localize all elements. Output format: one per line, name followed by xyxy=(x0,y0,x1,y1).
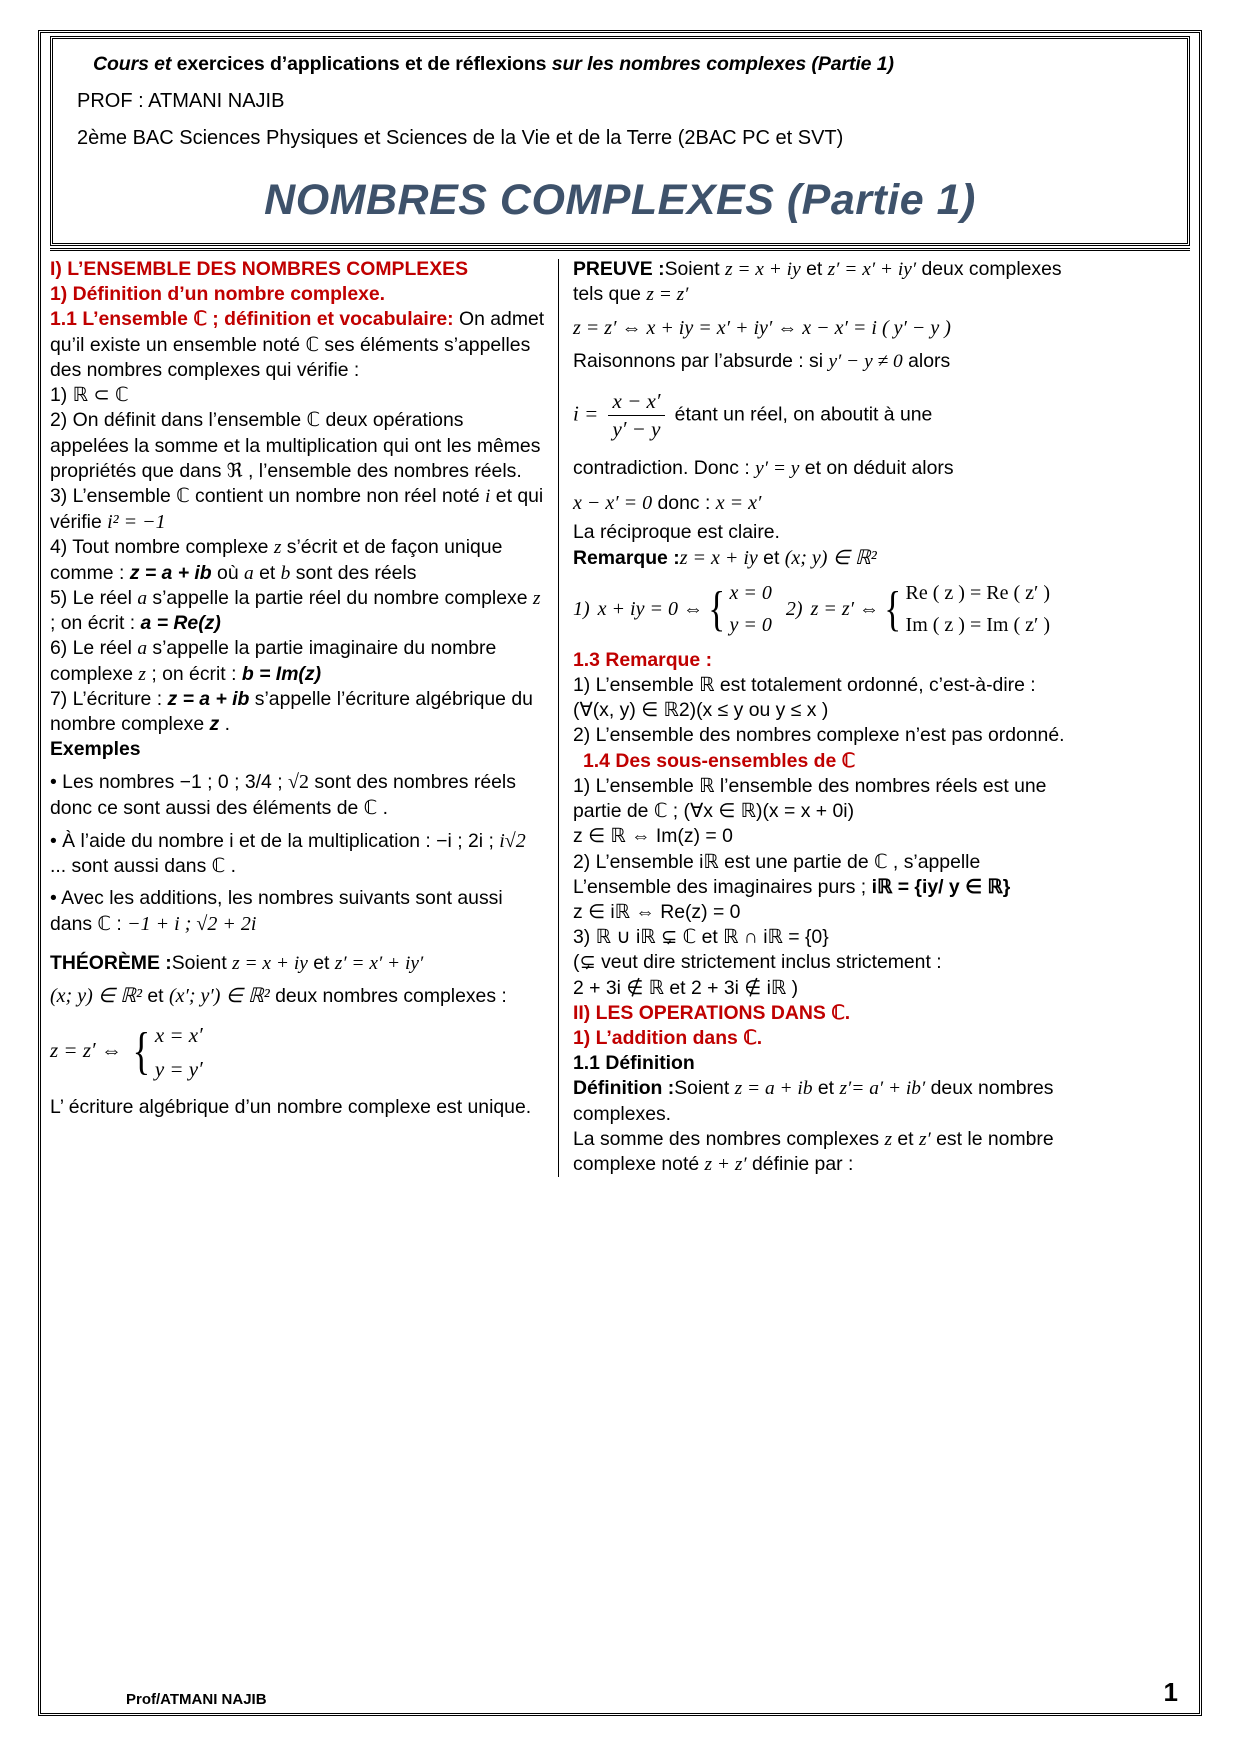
remarque-13-item-2: 2) L’ensemble des nombres complexe n’est pas ordonné. xyxy=(573,724,1065,747)
formula-remarque-xy-r2: (x; y) ∈ ℝ² xyxy=(784,546,877,569)
sous-ensembles-item-1b: z ∈ ℝ ⇔ Im(z) = 0 xyxy=(573,825,733,848)
formula-def-z: z = a + ib xyxy=(734,1078,813,1100)
list-item-2 xyxy=(50,408,546,484)
heading-1-1: 1.1 L’ensemble ℂ ; définition et vocabulaire: xyxy=(50,308,454,331)
list-item-4-c: où xyxy=(211,561,244,584)
formula-def-zprime2: z′ xyxy=(918,1128,931,1150)
formula-a-eq-re-z: a = Re(z) xyxy=(140,612,221,635)
sous-ensembles-item-2-a: 2) L’ensemble iℝ est une partie de ℂ , s’appelle L’ensemble des imaginaires purs ; xyxy=(573,850,981,898)
brace-rows-2 xyxy=(906,577,1050,642)
brace-row-im: Im ( z ) = Im ( z′ ) xyxy=(905,614,1051,637)
heading-section-I: I) L’ENSEMBLE DES NOMBRES COMPLEXES xyxy=(50,258,469,280)
list-item-5-a: 5) Le réel xyxy=(50,586,138,609)
list-item-1: 1) ℝ ⊂ ℂ xyxy=(50,384,129,407)
left-column xyxy=(50,257,558,1177)
list-item-7-c: . xyxy=(219,712,230,735)
remarque-1-lhs: x + iy = 0 ⇔ xyxy=(597,598,703,621)
example-2 xyxy=(50,828,546,879)
heading-remarque: Remarque : xyxy=(573,546,680,569)
list-item-4-e: sont des réels xyxy=(290,561,417,584)
definition-label: Définition : xyxy=(573,1077,675,1100)
equation-z-eq-zprime-system xyxy=(50,1018,546,1086)
header-subtitle-part1: Cours et xyxy=(93,53,172,75)
list-item-5-c: ; on écrit : xyxy=(50,612,141,635)
formula-sums-in-c: −1 + i ; √2 + 2i xyxy=(127,913,257,936)
theoreme-line2 xyxy=(50,983,546,1009)
formula-b-eq-im-z: b = Im(z) xyxy=(241,662,322,685)
formula-yprime-minus-y-neq-0: y′ − y ≠ 0 xyxy=(828,351,903,373)
sous-ensembles-note-2: 2 + 3i ∉ ℝ et 2 + 3i ∉ iℝ ) xyxy=(573,976,799,999)
list-item-4-a: 4) Tout nombre complexe xyxy=(50,536,274,559)
header-box xyxy=(50,36,1190,246)
preuve-intro xyxy=(573,257,1069,307)
equation-lhs: z = z′ ⇔ xyxy=(50,1037,122,1062)
preuve-c: deux complexes tels que xyxy=(573,258,1062,306)
list-item-7-b: s’appelle l’écriture algébrique du nombre complexe xyxy=(50,687,533,735)
preuve-reciproque: La réciproque est claire. xyxy=(573,520,780,543)
brace-row-2: y = y′ xyxy=(154,1057,203,1082)
theoreme-a: Soient xyxy=(171,951,233,974)
definition-e: et xyxy=(892,1127,919,1150)
variable-a: a xyxy=(244,562,254,584)
definition-f: est le nombre complexe noté xyxy=(573,1127,1054,1176)
header-subtitle-part3: sur les nombres complexes (Partie 1) xyxy=(551,53,894,75)
formula-zprime-theoreme: z′ = x′ + iy′ xyxy=(334,952,424,974)
remarque-label-2: 2) xyxy=(785,598,803,621)
variable-z-7: z xyxy=(209,712,220,735)
list-item-2-b: , l’ensemble des nombres réels. xyxy=(242,459,522,482)
brace-system-remarque-1 xyxy=(705,577,772,642)
formula-zprime-preuve: z′ = x′ + iy′ xyxy=(827,259,917,280)
brace-rows xyxy=(155,1018,203,1086)
brace-row-x-eq-0: x = 0 xyxy=(729,581,772,604)
equation-preuve-main-text: z = z′ ⇔ x + iy = x′ + iy′ ⇔ x − x′ = i ( y′ − y ) xyxy=(573,317,951,340)
heading-section-II: II) LES OPERATIONS DANS ℂ. xyxy=(573,1001,851,1024)
equation-i-fraction xyxy=(573,389,1069,442)
professor-line: PROF : ATMANI NAJIB xyxy=(77,90,285,112)
theoreme-block xyxy=(50,951,546,976)
variable-z: z xyxy=(273,537,282,559)
variable-a-6: a xyxy=(137,638,148,660)
formula-remarque-z: z = x + iy xyxy=(679,546,758,569)
list-item-6-b: s’appelle la partie imaginaire du nombre complexe xyxy=(50,637,497,685)
definition-g: définie par : xyxy=(746,1153,854,1176)
preuve-contradiction xyxy=(573,456,1069,481)
example-1-b: sont des nombres réels donc ce sont aussi des éléments de ℂ . xyxy=(50,771,516,819)
body-columns xyxy=(50,248,1190,1177)
list-item-7-a: 7) L’écriture : xyxy=(50,687,168,710)
fraction-numerator: x − x′ xyxy=(612,388,661,413)
brace-rows-1 xyxy=(730,577,772,642)
heading-1-3-remarque: 1.3 Remarque : xyxy=(573,648,713,671)
heading-II-1-1-definition: 1.1 Définition xyxy=(573,1052,695,1075)
preuve-absurde xyxy=(573,349,1069,374)
formula-def-z2: z xyxy=(884,1128,893,1150)
remarque-2-lhs: z = z′ ⇔ xyxy=(810,598,879,621)
equation-x-minus-xprime-lhs: x − x′ = 0 xyxy=(573,492,653,515)
left-brace-icon: { xyxy=(132,1023,151,1081)
preuve-absurde-b: alors xyxy=(902,350,951,373)
variable-a-5: a xyxy=(137,587,148,609)
formula-xy-in-r2: (x; y) ∈ ℝ² xyxy=(50,984,142,1007)
formula-def-zprime: z′= a′ + ib′ xyxy=(839,1078,926,1100)
preuve-contradiction-b: et on déduit alors xyxy=(799,457,954,480)
brace-row-re: Re ( z ) = Re ( z′ ) xyxy=(905,581,1051,604)
example-1-a: • Les nombres −1 ; 0 ; 3/4 ; xyxy=(50,771,288,794)
list-item-6-a: 6) Le réel xyxy=(50,637,138,660)
heading-preuve: PREUVE : xyxy=(573,258,665,280)
theoreme-conclusion: L’ écriture algébrique d’un nombre complexe est unique. xyxy=(50,1096,532,1119)
formula-yprime-eq-y: y′ = y xyxy=(755,458,800,480)
formula-z-algebraic: z = a + ib xyxy=(167,687,250,710)
theoreme-b: et xyxy=(307,951,335,974)
remarque-line xyxy=(573,545,1069,571)
list-item-3 xyxy=(50,484,546,535)
left-brace-icon-2: { xyxy=(884,581,902,637)
sous-ensembles-item-1: 1) L’ensemble ℝ l’ensemble des nombres réels est une partie de ℂ ; (∀x ∈ ℝ)(x = x + 0i) xyxy=(573,774,1047,823)
heading-1-definition: 1) Définition d’un nombre complexe. xyxy=(50,283,386,306)
definition-block xyxy=(573,1076,1069,1126)
column-divider xyxy=(558,259,559,1177)
formula-z-eq-a-plus-ib: z = a + ib xyxy=(129,561,212,584)
footer-author: Prof/ATMANI NAJIB xyxy=(126,1691,267,1708)
formula-i-squared: i² = −1 xyxy=(107,511,166,534)
equation-preuve-main xyxy=(573,316,1069,340)
sous-ensembles-item-2 xyxy=(573,850,1069,900)
remarque-13-item-1: 1) L’ensemble ℝ est totalement ordonné, c’est-à-dire : (∀(x, y) ∈ ℝ2)(x ≤ y ou y ≤ x ) xyxy=(573,673,1036,722)
variable-z-6: z xyxy=(138,663,146,685)
definition-c: deux nombres complexes. xyxy=(573,1077,1054,1125)
formula-z-preuve: z = x + iy xyxy=(724,259,801,280)
formula-def-sum: z + z′ xyxy=(704,1154,747,1176)
header-subtitle xyxy=(71,53,1169,76)
formula-i-sqrt-2: i√2 xyxy=(499,829,526,852)
brace-system-xy xyxy=(129,1018,203,1086)
preuve-a: Soient xyxy=(664,258,725,280)
brace-system-remarque-2 xyxy=(881,577,1050,642)
page-content xyxy=(36,36,1204,1177)
equation-x-minus-xprime xyxy=(573,491,1069,515)
right-column xyxy=(569,257,1069,1177)
remarque-and: et xyxy=(757,546,785,569)
sous-ensembles-item-3: 3) ℝ ∪ iℝ ⊊ ℂ et ℝ ∩ iℝ = {0} xyxy=(573,926,829,949)
list-item-5-b: s’appelle la partie réel du nombre complexe xyxy=(147,586,533,609)
script-r-symbol: ℜ xyxy=(226,460,243,482)
example-3 xyxy=(50,886,546,937)
definition-sum-line xyxy=(573,1127,1069,1177)
level-line: 2ème BAC Sciences Physiques et Sciences de la Vie et de la Terre (2BAC PC et SVT) xyxy=(77,127,844,149)
fraction-denominator: y′ − y xyxy=(608,415,666,442)
theoreme-line2-b: et xyxy=(142,984,169,1007)
remarque-label-1: 1) xyxy=(573,598,590,621)
heading-theoreme: THÉORÈME : xyxy=(50,951,172,974)
variable-b: b xyxy=(280,562,291,584)
fraction-lhs: i = xyxy=(573,401,599,426)
equation-donc-text: donc : xyxy=(652,492,716,515)
variable-z-5: z xyxy=(532,587,541,609)
preuve-contradiction-a: contradiction. Donc : xyxy=(573,457,756,480)
list-item-3-b: et qui vérifie xyxy=(50,484,544,534)
theoreme-line2-d: deux nombres complexes : xyxy=(269,984,507,1007)
heading-exemples: Exemples xyxy=(50,738,141,761)
heading-1-4-sous-ensembles: 1.4 Des sous-ensembles de ℂ xyxy=(583,749,856,772)
list-item-4 xyxy=(50,535,546,585)
fraction-block xyxy=(608,389,666,442)
formula-i-r-set: iℝ = {iy/ y ∈ ℝ} xyxy=(871,875,1011,898)
formula-z-theoreme: z = x + iy xyxy=(232,952,308,974)
page-title: NOMBRES COMPLEXES (Partie 1) xyxy=(264,176,976,224)
example-2-a: • À l’aide du nombre i et de la multiplication : −i ; 2i ; xyxy=(50,829,500,852)
list-item-2-a: 2) On définit dans l’ensemble ℂ deux opérations appelées la somme et la multiplication qui ont les mêmes propriétés que dans xyxy=(50,409,541,482)
list-item-5 xyxy=(50,586,546,636)
preuve-b: et xyxy=(800,258,828,280)
imaginary-unit-i: i xyxy=(485,485,491,507)
fraction-trailing-text: étant un réel, on aboutit à une xyxy=(674,403,933,426)
heading-II-1-addition: 1) L’addition dans ℂ. xyxy=(573,1027,763,1050)
example-1 xyxy=(50,769,546,820)
sous-ensembles-note: (⊊ veut dire strictement inclus strictement : xyxy=(573,951,942,974)
definition-b: et xyxy=(812,1077,840,1100)
sqrt-2-symbol: √2 xyxy=(288,771,309,794)
brace-row-1: x = x′ xyxy=(154,1023,203,1048)
footer-page-number: 1 xyxy=(1163,1677,1178,1707)
example-2-b: ... sont aussi dans ℂ . xyxy=(50,855,236,878)
definition-d: La somme des nombres complexes xyxy=(573,1127,885,1150)
equation-x-eq-xprime: x = x′ xyxy=(715,492,762,515)
brace-row-y-eq-0: y = 0 xyxy=(729,614,772,637)
list-item-6-c: ; on écrit : xyxy=(145,662,242,685)
list-item-3-a: 3) L’ensemble ℂ contient un nombre non réel noté xyxy=(50,484,486,507)
preuve-absurde-a: Raisonnons par l’absurde : si xyxy=(573,350,829,373)
formula-z-eq-zprime: z = z′ xyxy=(646,284,689,306)
equation-remarque-systems xyxy=(573,577,1069,642)
example-3-a: • Avec les additions, les nombres suivants sont aussi dans ℂ : xyxy=(50,887,503,936)
sous-ensembles-item-2c: z ∈ iℝ ⇔ Re(z) = 0 xyxy=(573,900,741,923)
header-subtitle-part2: exercices d’applications et de réflexions xyxy=(171,53,552,75)
formula-xpyp-in-r2: (x′; y′) ∈ ℝ² xyxy=(168,984,270,1007)
page-footer xyxy=(52,1677,1188,1708)
definition-a: Soient xyxy=(674,1077,735,1100)
left-brace-icon-1: { xyxy=(708,581,726,637)
list-item-7 xyxy=(50,687,546,737)
list-item-4-d: et xyxy=(253,561,281,584)
paragraph-1-1-text: On admet qu’il existe un ensemble noté ℂ ses éléments s’appelles des nombres complexes qui vérifie : xyxy=(50,308,545,381)
list-item-6 xyxy=(50,636,546,686)
list-item-4-b: s’écrit et de façon unique comme : xyxy=(50,536,503,584)
paragraph-1-1 xyxy=(50,307,546,383)
